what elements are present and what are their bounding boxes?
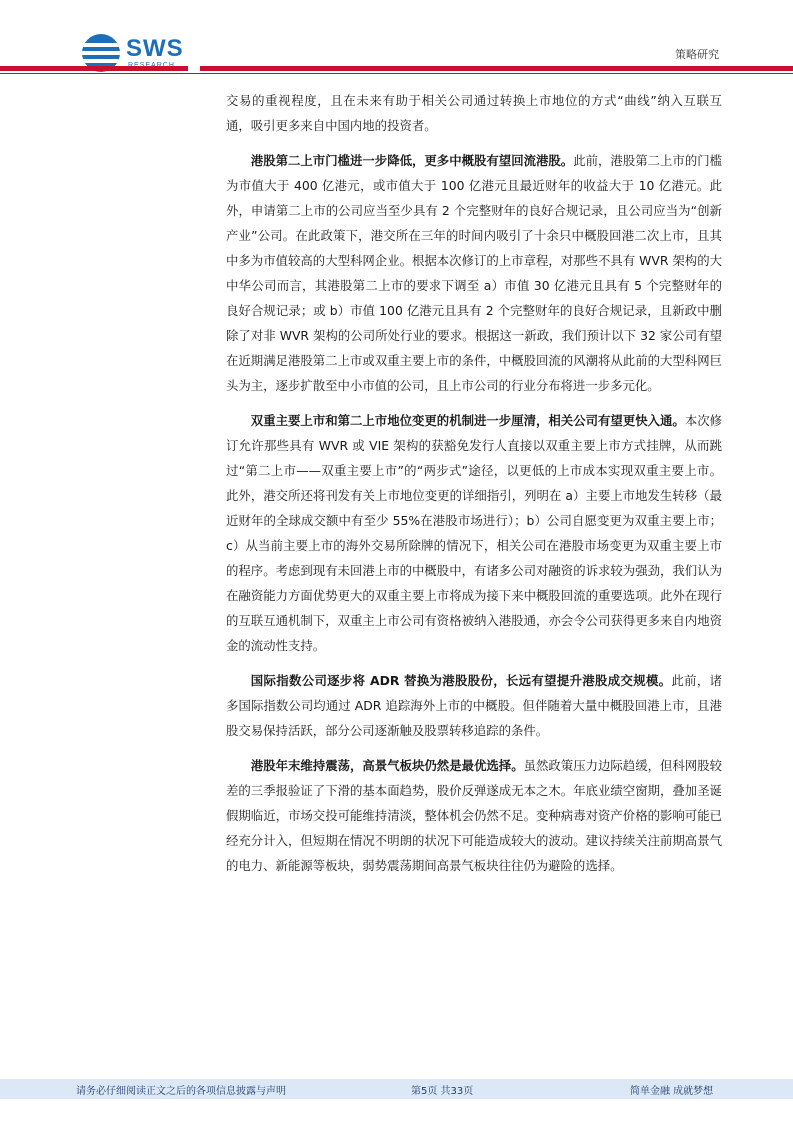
report-body xyxy=(226,88,722,888)
report-category: 策略研究 xyxy=(675,48,719,61)
paragraph-3-lead: 双重主要上市和第二上市地位变更的机制进一步厘清，相关公司有望更快入通。 xyxy=(250,413,685,428)
paragraph-2-lead: 港股第二上市门槛进一步降低，更多中概股有望回流港股。 xyxy=(250,153,574,168)
paragraph-5: 港股年末维持震荡，高景气板块仍然是最优选择。虽然政策压力边际趋缓，但科网股较差的三季报验证了下滑的基本面趋势，股价反弹遂成无本之木。年底业绩空窗期，叠加圣诞假期临近，市场交投可能维持清淡，整体机会仍然不足。变种病毒对资产价格的影响可能已经充分计入，但短期在情况不明朗的状况下可能造成较大的波动。建议持续关注前期高景气的电力、新能源等板块，弱势震荡期间高景气板块往往仍为避险的选择。 xyxy=(226,758,723,873)
footer-page-number: 第5页 共33页 xyxy=(411,1086,474,1097)
footer-disclaimer: 请务必仔细阅读正文之后的各项信息披露与声明 xyxy=(76,1086,286,1097)
footer-slogan: 简单金融 成就梦想 xyxy=(630,1086,714,1097)
paragraph-5-lead: 港股年末维持震荡，高景气板块仍然是最优选择。 xyxy=(250,758,524,773)
page-footer xyxy=(0,1079,793,1099)
logo-brand: SWS xyxy=(126,35,184,62)
paragraph-4-lead: 国际指数公司逐步将 ADR 替换为港股股份，长远有望提升港股成交规模。 xyxy=(250,673,672,688)
paragraph-2: 港股第二上市门槛进一步降低，更多中概股有望回流港股。此前，港股第二上市的门槛为市值大于 400 亿港元，或市值大于 100 亿港元且最近财年的收益大于 10 亿港元。此外，申请第二上市的公司应当至少具有 2 个完整财年的良好合规记录，且公司应当为“创新产业”公司。在此政策下，港交所在三年的时间内吸引了十余只中概股回港二次上市，且其中多为市值较高的大型科网企业。根据本次修订的上市章程，对那些不具有 WVR 架构的大中华公司而言，其港股第二上市的要求下调至 a）市值 30 亿港元且具有 5 个完整财年的良好合规记录；或 b）市值 100 亿港元且具有 2 个完整财年的良好合规记录，且新政中删除了对非 WVR 架构的公司所处行业的要求。根据这一新政，我们预计以下 32 家公司有望在近期满足港股第二上市或双重主要上市的条件，中概股回流的风潮将从此前的大型科网巨头为主，逐步扩散至中小市值的公司，且上市公司的行业分布将进一步多元化。 xyxy=(226,153,723,393)
header-rule-right xyxy=(200,66,793,71)
header-rule-left xyxy=(0,66,188,71)
paragraph-1: 交易的重视程度，且在未来有助于相关公司通过转换上市地位的方式“曲线”纳入互联互通，吸引更多来自中国内地的投资者。 xyxy=(226,93,722,133)
paragraph-3: 双重主要上市和第二上市地位变更的机制进一步厘清，相关公司有望更快入通。本次修订允许那些具有 WVR 或 VIE 架构的获豁免发行人直接以双重主要上市方式挂牌，从而跳过“第二上市——双重主要上市”的“两步式”途径，以更低的上市成本实现双重主要上市。此外，港交所还将刊发有关上市地位变更的详细指引，列明在 a）主要上市地发生转移（最近财年的全球成交额中有至少 55%在港股市场进行）；b）公司自愿变更为双重主要上市；c）从当前主要上市的海外交易所除牌的情况下，相关公司在港股市场变更为双重主要上市的程序。考虑到现有未回港上市的中概股中，有诸多公司对融资的诉求较为强劲，我们认为在融资能力方面优势更大的双重主要上市将成为接下来中概股回流的重要选项。此外在现行的互联互通机制下，双重主上市公司有资格被纳入港股通，亦会令公司获得更多来自内地资金的流动性支持。 xyxy=(226,413,723,653)
header-rule-thin xyxy=(0,73,793,74)
paragraph-4: 国际指数公司逐步将 ADR 替换为港股股份，长远有望提升港股成交规模。此前，诸多国际指数公司均通过 ADR 追踪海外上市的中概股。但伴随着大量中概股回港上市，且港股交易保持活跃，部分公司逐渐触及股票转移追踪的条件。 xyxy=(226,673,723,738)
